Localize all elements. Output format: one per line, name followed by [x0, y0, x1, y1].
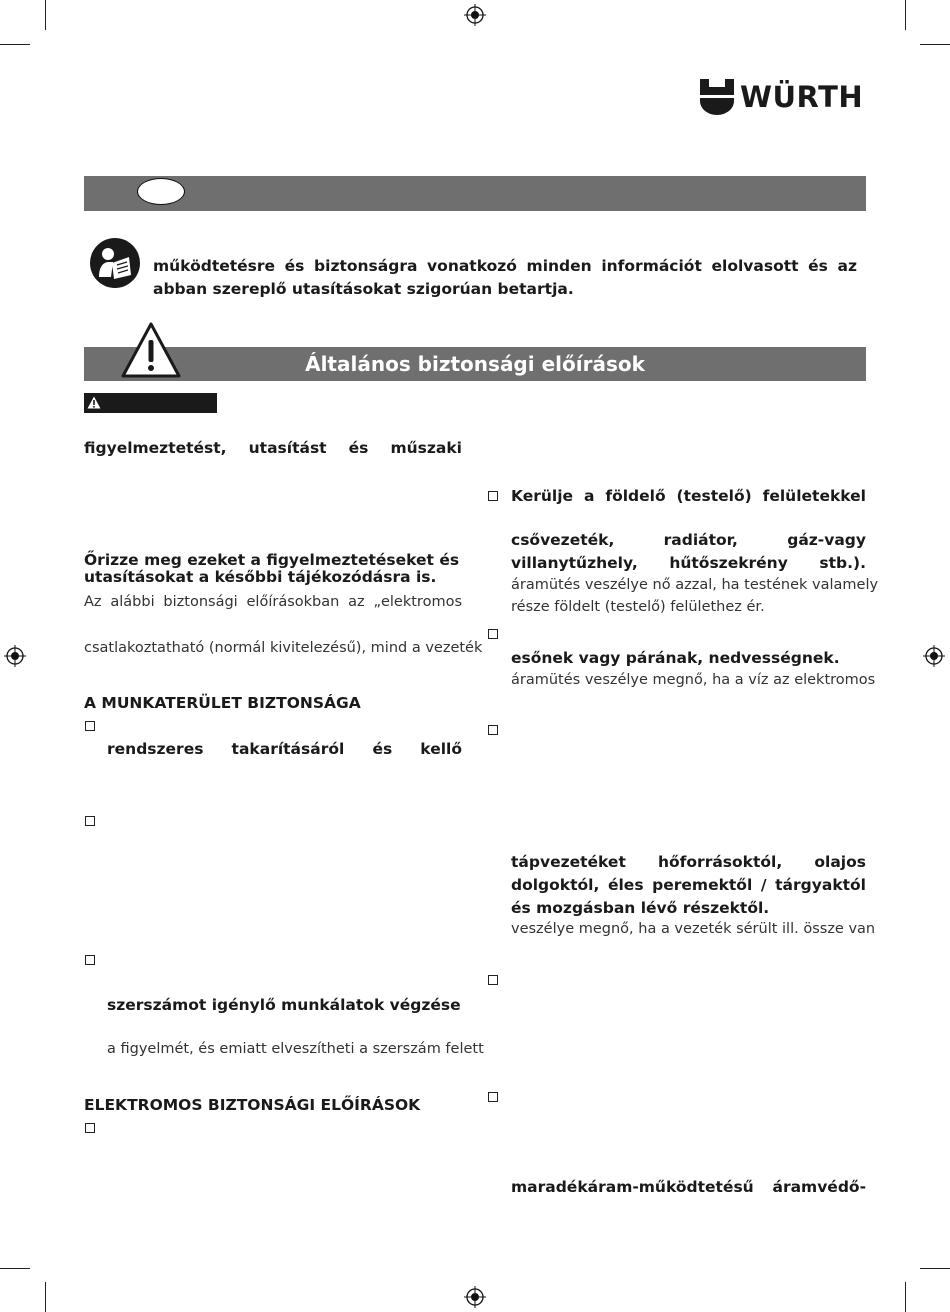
bullet-box [488, 725, 498, 735]
bullet-box [85, 955, 95, 965]
right-paragraph-3: villanytűzhely, hűtőszekrény stb.). [511, 554, 866, 572]
crop-mark [905, 0, 906, 30]
crop-mark [905, 1282, 906, 1312]
right-paragraph-5: része földelt (testelő) felülethez ér. [511, 599, 765, 615]
registration-mark-icon [464, 1286, 486, 1308]
registration-mark-icon [464, 4, 486, 26]
right-paragraph-4: áramütés veszélye nő azzal, ha testének valamely [511, 577, 879, 593]
left-paragraph-6: szerszámot igénylő munkálatok végzése [107, 996, 461, 1014]
left-paragraph-7: a figyelmét, és emiatt elveszítheti a szerszám felett [107, 1041, 484, 1057]
left-heading-electrical: ELEKTROMOS BIZTONSÁGI ELŐÍRÁSOK [84, 1096, 421, 1114]
header-band [84, 176, 866, 211]
right-paragraph-10: és mozgásban lévő részektől. [511, 899, 770, 917]
brand-name: WÜRTH [740, 80, 864, 114]
left-paragraph-5: rendszeres takarításáról és kellő [107, 740, 462, 758]
right-paragraph-8: tápvezetéket hőforrásoktól, olajos [511, 853, 866, 871]
right-paragraph-1: Kerülje a földelő (testelő) felületekkel [511, 487, 866, 505]
crop-mark [0, 1268, 30, 1269]
right-paragraph-11: veszélye megnő, ha a vezeték sérült ill. össze van [511, 921, 876, 937]
wurth-crown-icon [700, 79, 734, 115]
warning-small-icon [87, 396, 101, 409]
bullet-box [85, 816, 95, 826]
left-paragraph-3: Az alábbi biztonsági előírásokban az „elektromos [84, 594, 462, 610]
bullet-box [488, 1092, 498, 1102]
left-paragraph-2-line-2: utasításokat a későbbi tájékozódásra is. [84, 568, 437, 586]
intro-line-1: működtetésre és biztonságra vonatkozó minden információt elolvasott és az [153, 257, 857, 275]
bullet-box [488, 629, 498, 639]
left-heading-work-area: A MUNKATERÜLET BIZTONSÁGA [84, 694, 361, 712]
brand-logo [700, 79, 863, 115]
language-badge [137, 178, 185, 205]
crop-mark [920, 1268, 950, 1269]
registration-mark-icon [4, 645, 26, 667]
bullet-box [488, 975, 498, 985]
section-title: Általános biztonsági előírások [305, 352, 645, 376]
crop-mark [920, 44, 950, 45]
bullet-box [85, 1123, 95, 1133]
crop-mark [45, 0, 46, 30]
right-paragraph-6: esőnek vagy párának, nedvességnek. [511, 649, 840, 667]
right-paragraph-2: csővezeték, radiátor, gáz-vagy [511, 531, 866, 549]
right-paragraph-9: dolgoktól, éles peremektől / tárgyaktól [511, 876, 866, 894]
warning-label [84, 393, 217, 413]
left-paragraph-1: figyelmeztetést, utasítást és műszaki [84, 439, 462, 457]
right-paragraph-7: áramütés veszélye megnő, ha a víz az elektromos [511, 672, 876, 688]
left-paragraph-4: csatlakoztatható (normál kivitelezésű), mind a vezeték [84, 640, 483, 656]
read-manual-icon [89, 237, 141, 289]
crop-mark [0, 44, 30, 45]
crop-mark [45, 1282, 46, 1312]
right-paragraph-12: maradékáram-működtetésű áramvédő- [511, 1178, 866, 1196]
intro-line-2: abban szereplő utasításokat szigorúan betartja. [153, 280, 574, 298]
registration-mark-icon [923, 645, 945, 667]
bullet-box [85, 721, 95, 731]
bullet-box [488, 491, 498, 501]
left-paragraph-2-line-1: Őrizze meg ezeket a figyelmeztetéseket és [84, 551, 460, 569]
